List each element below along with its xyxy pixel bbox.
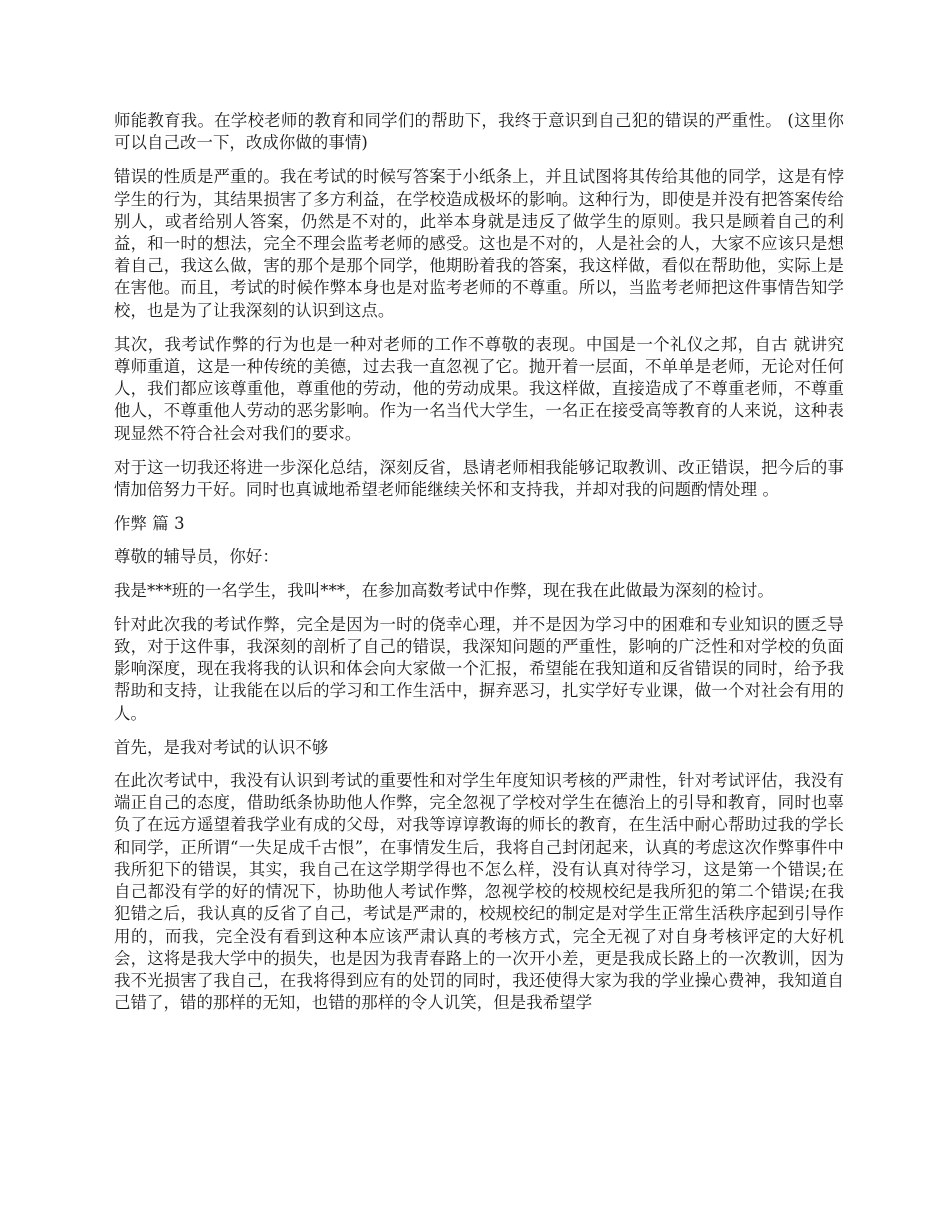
paragraph-respect-teachers: 其次，我考试作弊的行为也是一种对老师的工作不尊敬的表现。中国是一个礼仪之邦，自古 就讲究尊师重道，这是一种传统的美德，过去我一直忽视了它。抛开着一层面，不单单是老师，无论对任何人，我们都应该尊重他，尊重他的劳动，他的劳动成果。我这样做，直接造成了不尊重老师，不尊重他人，不尊重他人劳动的恶劣影响。作为一名当代大学生，一名正在接受高等教育的人来说，这种表现显然不符合社会对我们的要求。 (114, 334, 844, 443)
paragraph-closing-request: 对于这一切我还将进一步深化总结，深刻反省，恳请老师相我能够记取教训、改正错误，把今后的事情加倍努力干好。同时也真诚地希望老师能继续关怀和支持我，并却对我的问题酌情处理 。 (114, 457, 844, 500)
document-body (114, 110, 844, 1026)
paragraph-reflection: 针对此次我的考试作弊，完全是因为一时的侥幸心理，并不是因为学习中的困难和专业知识的匮乏导致，对于这件事，我深刻的剖析了自己的错误，我深知问题的严重性，影响的广泛性和对学校的负面影响深度，现在我将我的认识和体会向大家做一个汇报，希望能在我知道和反省错误的同时，给予我帮助和支持，让我能在以后的学习和工作生活中，摒弃恶习，扎实学好专业课，做一个对社会有用的人。 (114, 614, 844, 723)
paragraph-first-point-heading: 首先，是我对考试的认识不够 (114, 737, 329, 757)
salutation: 尊敬的辅导员，你好： (114, 547, 279, 567)
paragraph-first-point-body: 在此次考试中，我没有认识到考试的重要性和对学生年度知识考核的严肃性，针对考试评估，我没有端正自己的态度，借助纸条协助他人作弊，完全忽视了学校对学生在德治上的引导和教育，同时也辜负了在远方遥望着我学业有成的父母，对我等谆谆教诲的师长的教育，在生活中耐心帮助过我的学长和同学，正所谓“一失足成千古恨”，在事情发生后，我将自己封闭起来，认真的考虑这次作弊事件中我所犯下的错误，其实，我自己在这学期学得也不怎么样，没有认真对待学习，这是第一个错误;在自己都没有学的好的情况下，协助他人考试作弊，忽视学校的校规校纪是我所犯的第二个错误;在我犯错之后，我认真的反省了自己，考试是严肃的，校规校纪的制定是对学生正常生活秩序起到引导作用的，而我，完全没有看到这种本应该严肃认真的考核方式，完全无视了对自身考核评定的大好机会，这将是我大学中的损失，也是因为我青春路上的一次开小差，更是我成长路上的一次教训，因为我不光损害了我自己，在我将得到应有的处罚的同时，我还使得大家为我的学业操心费神，我知道自己错了，错的那样的无知，也错的那样的令人讥笑，但是我希望学 (114, 771, 844, 1013)
paragraph-error-nature: 错误的性质是严重的。我在考试的时候写答案于小纸条上，并且试图将其传给其他的同学，这是有悖学生的行为，其结果损害了多方利益，在学校造成极坏的影响。这种行为，即使是并没有把答案传给别人，或者给别人答案，仍然是不对的，此举本身就是违反了做学生的原则。我只是顾着自己的利益，和一时的想法，完全不理会监考老师的感受。这也是不对的，人是社会的人，大家不应该只是想着自己，我这么做，害的那个是那个同学，他期盼着我的答案，我这样做，看似在帮助他，实际上是在害他。而且，考试的时候作弊本身也是对监考老师的不尊重。所以，当监考老师把这件事情告知学校，也是为了让我深刻的认识到这点。 (114, 167, 844, 320)
paragraph-self-introduction: 我是***班的一名学生，我叫***，在参加高数考试中作弊，现在我在此做最为深刻的检讨。 (114, 580, 774, 600)
paragraph-intro-continuation: 师能教育我。在学校老师的教育和同学们的帮助下，我终于意识到自己犯的错误的严重性。 (这里你可以自己改一下，改成你做的事情) (114, 111, 844, 153)
section-heading: 作弊 篇 3 (114, 514, 185, 534)
